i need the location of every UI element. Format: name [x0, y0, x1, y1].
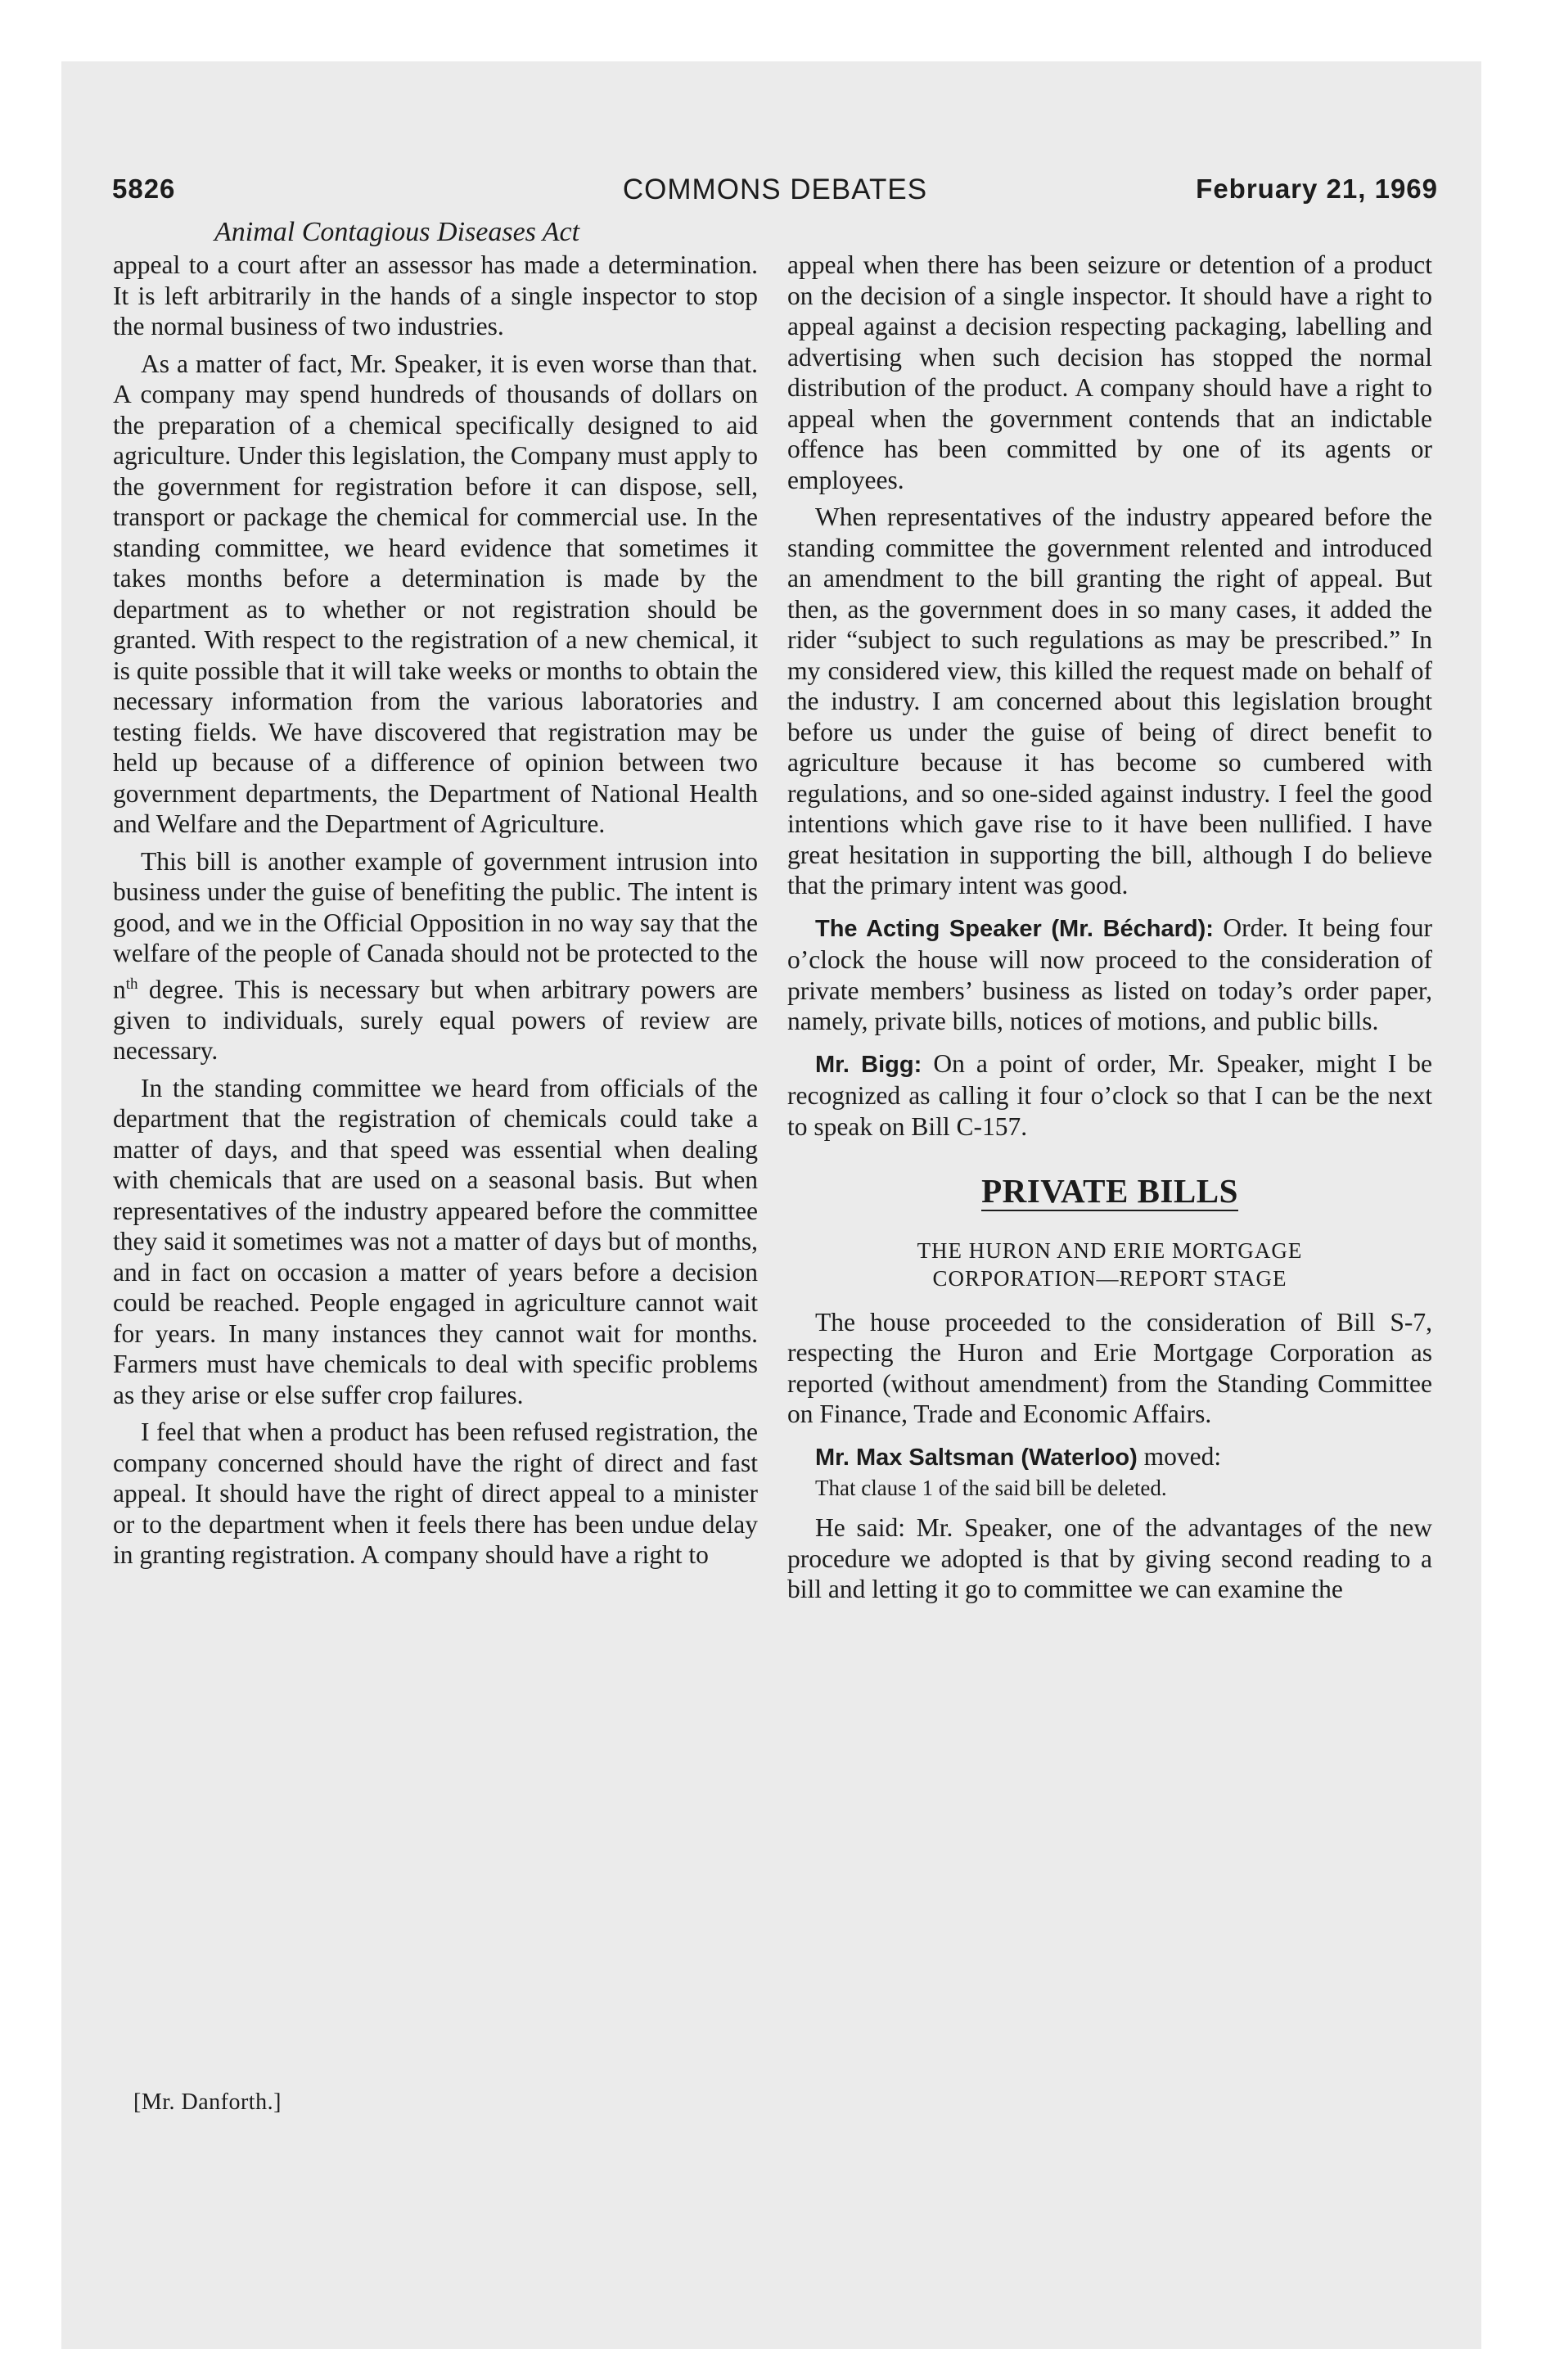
paragraph — [787, 1441, 1432, 1474]
publication-title: COMMONS DEBATES — [622, 174, 928, 205]
left-column — [113, 250, 758, 1577]
page-date: February 21, 1969 — [1196, 174, 1438, 204]
paragraph: In the standing committee we heard from officials of the department that the registration of chemicals could take a matter of days, and that speed was essential when dealing with chemicals that are used on a seasonal basis. But when representatives of the industry appeared before the committee they said it sometimes was not a matter of days but of months, and in fact on occasion a matter of years before a decision could be reached. People engaged in agriculture cannot wait for years. In many instances they cannot wait for months. Farmers must have chemicals to deal with specific problems as they arise or else suffer crop failures. — [113, 1073, 758, 1409]
subheading-line: CORPORATION—REPORT STAGE — [932, 1265, 1287, 1291]
paragraph-text: On a point of order, Mr. Speaker, might I be recognized as calling it four o’clock so that I can be the next to speak on Bill C-157. — [787, 1048, 1432, 1141]
superscript: th — [125, 975, 138, 993]
paragraph-text: moved: — [1137, 1441, 1222, 1471]
subheading — [787, 1237, 1432, 1292]
motion-text: That clause 1 of the said bill be deleted. — [815, 1476, 1167, 1500]
paragraph — [787, 913, 1432, 1037]
paragraph: He said: Mr. Speaker, one of the advantages of the new procedure we adopted is that by giving second reading to a bill and letting it go to committee we can examine the — [787, 1513, 1432, 1603]
right-column — [787, 250, 1432, 1611]
running-head: Animal Contagious Diseases Act — [214, 217, 580, 247]
speaker-name: Mr. Max Saltsman (Waterloo) — [815, 1444, 1138, 1471]
paragraph: appeal to a court after an assessor has made a determination. It is left arbitrarily in the hands of a single inspector to stop the normal business of two industries. — [113, 250, 758, 340]
paragraph-text: This bill is another example of government intrusion into business under the guise of benefiting the public. The intent is good, and we in the Official Opposition in no way say that the welfare of the people of Canada should not be protected to the n — [113, 846, 758, 1003]
paragraph — [113, 846, 758, 1066]
paragraph-text: degree. This is necessary but when arbitrary powers are given to individuals, surely equal powers of review are necessary. — [113, 975, 758, 1065]
paragraph: I feel that when a product has been refused registration, the company concerned should have the right of direct and fast appeal. It should have the right of direct appeal to a minister or to the department when it feels there has been undue delay in granting registration. A company should have a right to — [113, 1418, 758, 1569]
section-title-text: PRIVATE BILLS — [981, 1172, 1238, 1210]
paragraph: appeal when there has been seizure or detention of a product on the decision of a single inspector. It should have a right to appeal against a decision respecting packaging, labelling and advertising when such decision has stopped the normal distribution of the product. A company should have a right to appeal when the government contends that an indictable offence has been committed by one of its agents or employees. — [787, 250, 1432, 494]
paragraph-text: Order. It being four o’clock the house will now proceed to the consideration of private members’ business as listed on today’s order paper, namely, private bills, notices of motions, and public bills. — [787, 913, 1432, 1035]
page-header — [112, 174, 1438, 214]
subheading-line: THE HURON AND ERIE MORTGAGE — [917, 1237, 1303, 1263]
page-number: 5826 — [112, 174, 176, 204]
paragraph: As a matter of fact, Mr. Speaker, it is even worse than that. A company may spend hundreds of thousands of dollars on the preparation of a chemical specifically designed to aid agriculture. Under this legislation, the Company must apply to the government for registration before it can dispose, sell, transport or package the chemical for commercial use. In the standing committee, we heard evidence that sometimes it takes months before a determination is made by the department as to whether or not registration should be granted. With respect to the registration of a new chemical, it is quite possible that it will take weeks or months to obtain the necessary information from the various laboratories and testing fields. We have discovered that registration may be held up because of a difference of opinion between two government departments, the Department of National Health and Welfare and the Department of Agriculture. — [113, 349, 758, 838]
paragraph: The house proceeded to the consideration of Bill S-7, respecting the Huron and Erie Mortgage Corporation as reported (without amendment) from the Standing Committee on Finance, Trade and Economic Affairs. — [787, 1307, 1432, 1428]
section-title — [787, 1172, 1432, 1210]
paragraph — [787, 1048, 1432, 1143]
speaker-name: The Acting Speaker (Mr. Béchard): — [815, 915, 1214, 942]
paragraph: When representatives of the industry appeared before the standing committee the government relented and introduced an amendment to the bill granting the right of appeal. But then, as the government does in so many cases, it added the rider “subject to such regulations as may be prescribed.” In my considered view, this killed the request made on behalf of the industry. I am concerned about this legislation brought before us under the guise of being of direct benefit to agriculture because it has become so cumbered with regulations, and so one-sided against industry. I feel the good intentions which gave rise to it have been nullified. I have great hesitation in supporting the bill, although I do believe that the primary intent was good. — [787, 503, 1432, 899]
speaker-attribution: [Mr. Danforth.] — [133, 2089, 282, 2115]
speaker-name: Mr. Bigg: — [815, 1051, 922, 1078]
